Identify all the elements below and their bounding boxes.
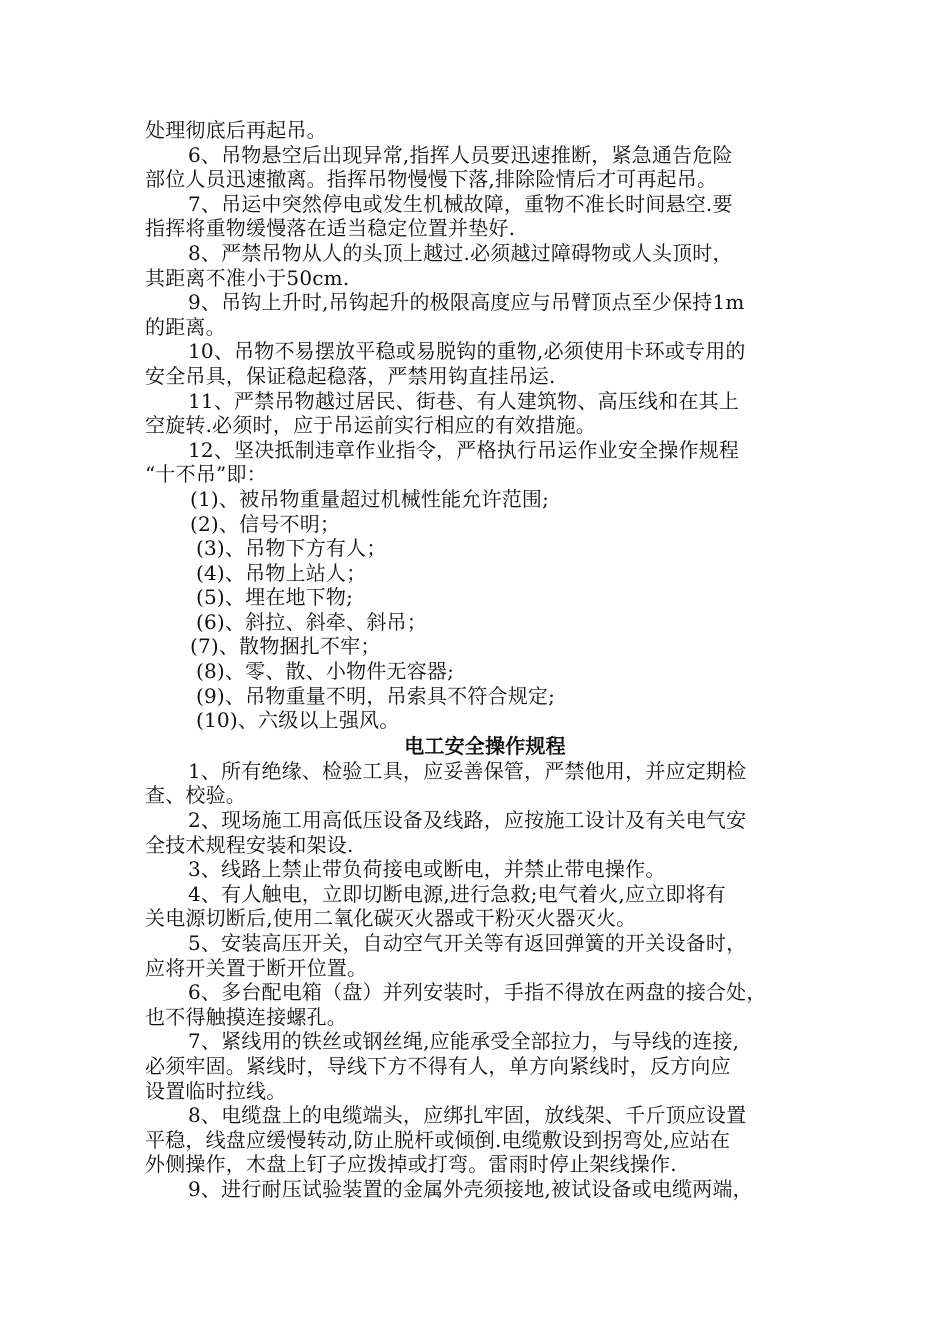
paragraph-line: 6、多台配电箱（盘）并列安装时，手指不得放在两盘的接合处，	[188, 980, 767, 1005]
paragraph-line: 9、进行耐压试验装置的金属外壳须接地,被试设备或电缆两端，	[188, 1176, 753, 1201]
paragraph-line: 全技术规程安装和架设.	[145, 832, 354, 857]
paragraph-line: 8、严禁吊物从人的头顶上越过.必须越过障碍物或人头顶时，	[188, 240, 733, 265]
section-electrician-rules	[0, 759, 950, 1202]
paragraph-line: 4、有人触电，立即切断电源,进行急救;电气着火,应立即将有	[188, 881, 726, 906]
paragraph-line: 关电源切断后,使用二氧化碳灭火器或干粉灭火器灭火。	[145, 906, 637, 931]
paragraph-line: 平稳，线盘应缓慢转动,防止脱杆或倾倒.电缆敷设到拐弯处,应站在	[145, 1127, 731, 1152]
paragraph-line: 应将开关置于断开位置。	[145, 955, 368, 980]
list-item: (2)、信号不明；	[190, 511, 341, 536]
list-item: (4)、吊物上站人；	[196, 560, 367, 585]
paragraph-line: 部位人员迅速撤离。指挥吊物慢慢下落,排除险情后才可再起吊。	[145, 167, 718, 192]
list-item: (5)、埋在地下物;	[196, 585, 354, 610]
paragraph-line: 必须牢固。紧线时，导线下方不得有人，单方向紧线时，反方向应	[145, 1053, 731, 1078]
paragraph-line: 指挥将重物缓慢落在适当稳定位置并垫好.	[145, 216, 516, 241]
paragraph-line: “十不吊”即：	[145, 462, 267, 487]
paragraph-line: 查、校验。	[145, 783, 246, 808]
paragraph-line: 9、吊钩上升时,吊钩起升的极限高度应与吊臂顶点至少保持1m	[188, 290, 745, 315]
paragraph-line: 8、电缆盘上的电缆端头，应绑扎牢固，放线架、千斤顶应设置	[188, 1103, 747, 1128]
paragraph-line: 12、坚决抵制违章作业指令，严格执行吊运作业安全操作规程	[188, 437, 740, 462]
paragraph-line: 2、现场施工用高低压设备及线路，应按施工设计及有关电气安	[188, 808, 747, 833]
paragraph-line: 7、吊运中突然停电或发生机械故障，重物不准长时间悬空.要	[188, 191, 733, 216]
list-item: (10)、六级以上强风。	[196, 708, 400, 733]
paragraph-line: 设置临时拉线。	[145, 1078, 287, 1103]
paragraph-line: 处理彻底后再起吊。	[145, 118, 327, 142]
list-item: (6)、斜拉、斜牵、斜吊；	[196, 609, 427, 634]
section-title: 电工安全操作规程	[404, 733, 566, 758]
paragraph-line: 也不得触摸连接螺孔。	[145, 1004, 347, 1029]
list-item: (9)、吊物重量不明，吊索具不符合规定;	[196, 683, 556, 708]
document-page	[0, 118, 950, 1202]
paragraph-line: 6、吊物悬空后出现异常,指挥人员要迅速推断，紧急通告危险	[188, 142, 733, 167]
list-item: (1)、被吊物重量超过机械性能允许范围;	[190, 486, 550, 511]
paragraph-line: 11、严禁吊物越过居民、街巷、有人建筑物、高压线和在其上	[188, 388, 740, 413]
list-item: (3)、吊物下方有人；	[196, 536, 387, 561]
paragraph-line: 其距离不准小于50cm.	[145, 265, 350, 290]
paragraph-line: 空旋转.必须时，应于吊运前实行相应的有效措施。	[145, 413, 596, 438]
paragraph-line: 5、安装高压开关，自动空气开关等有返回弹簧的开关设备时，	[188, 931, 747, 955]
paragraph-line: 3、线路上禁止带负荷接电或断电，并禁止带电操作。	[188, 857, 666, 882]
paragraph-line: 1、所有绝缘、检验工具，应妥善保管，严禁他用，并应定期检	[188, 758, 747, 783]
paragraph-line: 7、紧线用的铁丝或钢丝绳,应能承受全部拉力，与导线的连接,	[188, 1029, 740, 1054]
list-item: (8)、零、散、小物件无容器;	[196, 659, 455, 684]
list-item: (7)、散物捆扎不牢；	[190, 634, 381, 659]
paragraph-line: 10、吊物不易摆放平稳或易脱钩的重物,必须使用卡环或专用的	[188, 339, 746, 364]
paragraph-line: 安全吊具，保证稳起稳落，严禁用钩直挂吊运.	[145, 363, 556, 388]
section-crane-rules	[0, 118, 950, 733]
paragraph-line: 外侧操作，木盘上钉子应拨掉或打弯。雷雨时停止架线操作.	[145, 1152, 677, 1177]
paragraph-line: 的距离。	[145, 314, 226, 339]
